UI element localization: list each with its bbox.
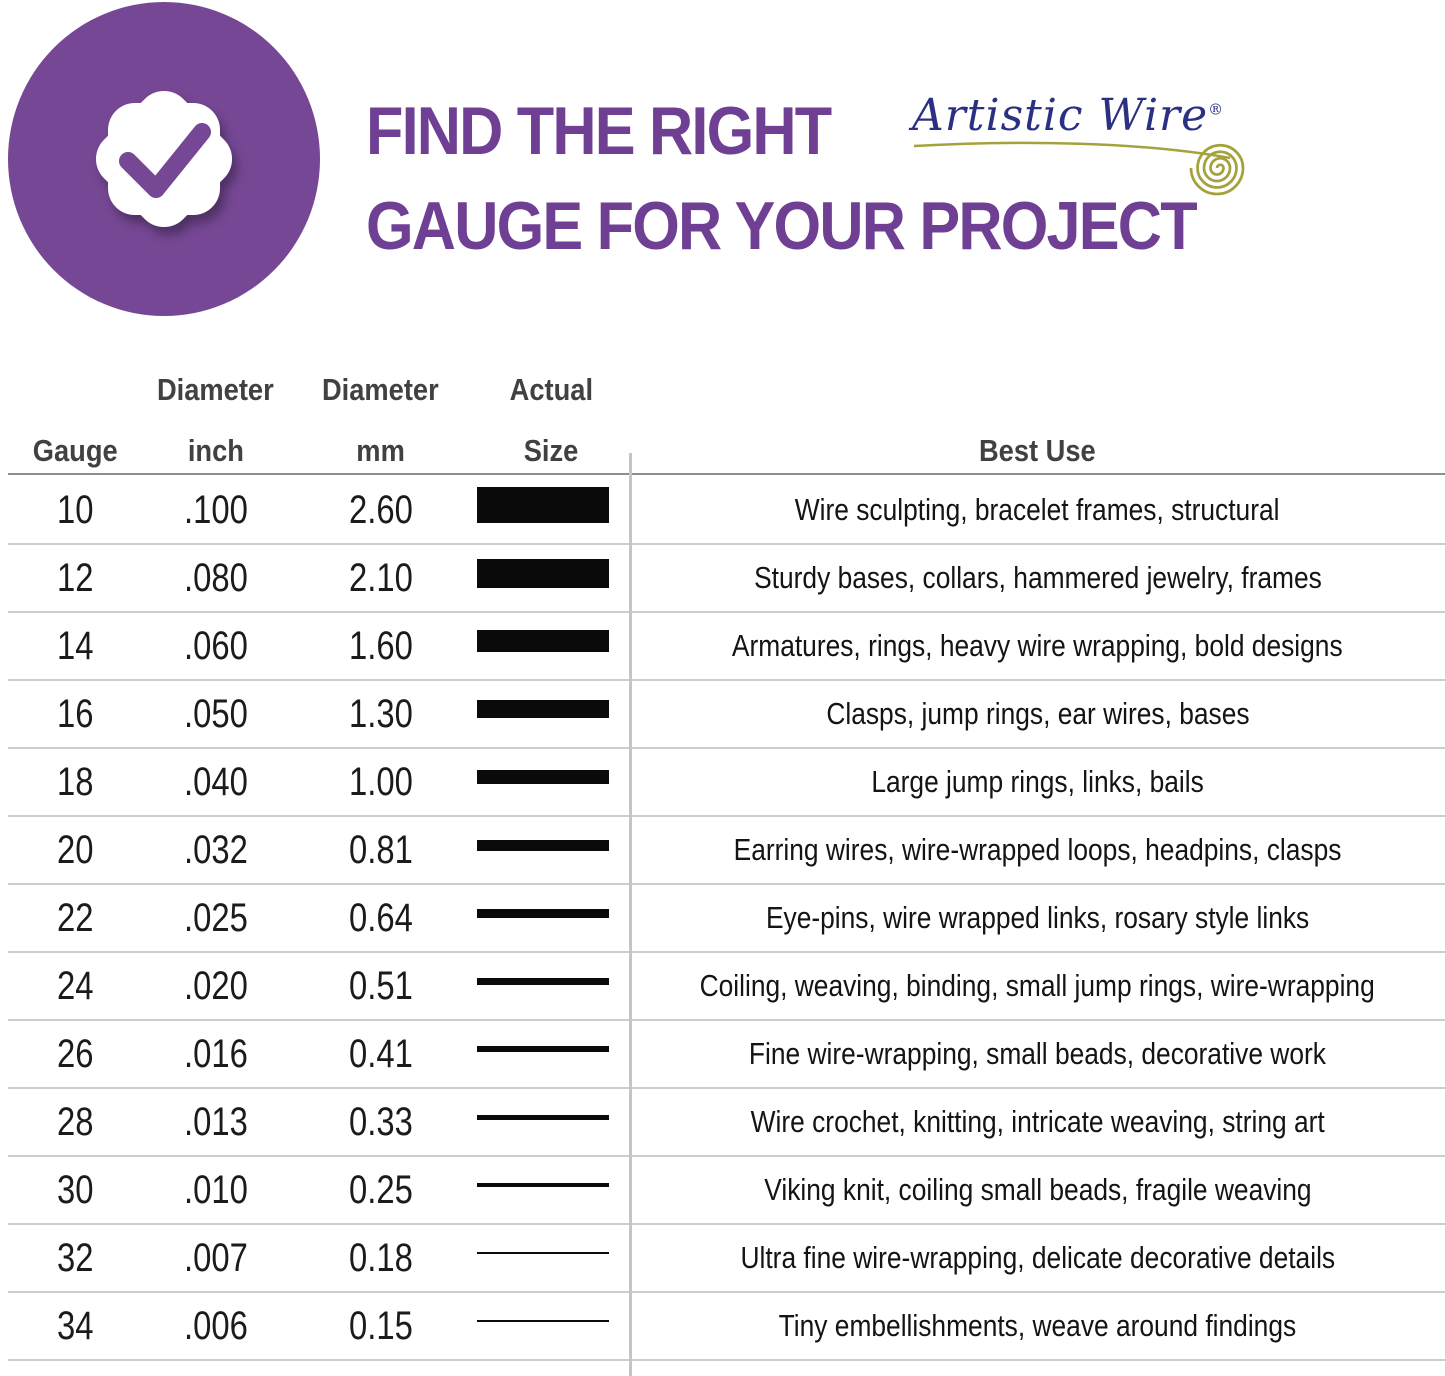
best-use-cell: Eye-pins, wire wrapped links, rosary style links (765, 900, 1310, 935)
table-row (8, 1225, 1445, 1293)
diameter-mm-cell: 0.15 (348, 1303, 413, 1348)
diameter-inch-cell: .006 (183, 1303, 248, 1348)
gauge-cell: 24 (57, 963, 94, 1008)
diameter-mm-cell: 2.10 (348, 555, 413, 600)
wire-size-bar (477, 909, 609, 918)
brand-name: Artistic Wire® (912, 90, 1225, 141)
table-row (8, 477, 1445, 545)
diameter-mm-cell: 2.60 (348, 487, 413, 532)
diameter-mm-cell: 1.30 (348, 691, 413, 736)
actual-size-cell (473, 1257, 630, 1260)
table-row (8, 545, 1445, 613)
actual-size-cell (473, 1188, 630, 1192)
table-row (8, 953, 1445, 1021)
diameter-inch-cell: .025 (183, 895, 248, 940)
diameter-inch-cell: .040 (183, 759, 248, 804)
best-use-cell: Wire crochet, knitting, intricate weaving, string art (750, 1104, 1325, 1139)
header-actual: Actual (509, 372, 594, 407)
gauge-cell: 20 (57, 827, 94, 872)
best-use-cell: Fine wire-wrapping, small beads, decorative work (748, 1036, 1327, 1071)
diameter-mm-cell: 0.41 (348, 1031, 413, 1076)
gauge-cell: 22 (57, 895, 94, 940)
table-header-top (8, 362, 1445, 408)
wire-size-bar (477, 978, 609, 985)
best-use-cell: Clasps, jump rings, ear wires, bases (825, 696, 1250, 731)
best-use-cell: Coiling, weaving, binding, small jump rings, wire-wrapping (699, 968, 1376, 1003)
best-use-cell: Wire sculpting, bracelet frames, structural (795, 492, 1280, 527)
diameter-mm-cell: 0.33 (348, 1099, 413, 1144)
table-row (8, 1293, 1445, 1361)
actual-size-cell (473, 775, 630, 789)
diameter-inch-cell: .050 (183, 691, 248, 736)
table-row (8, 681, 1445, 749)
actual-size-cell (473, 1325, 630, 1327)
column-divider (629, 453, 632, 1376)
gauge-cell: 32 (57, 1235, 94, 1280)
wire-size-bar (477, 559, 609, 588)
diameter-inch-cell: .080 (183, 555, 248, 600)
actual-size-cell (473, 914, 630, 923)
best-use-cell: Tiny embellishments, weave around findings (778, 1308, 1297, 1343)
diameter-mm-cell: 1.60 (348, 623, 413, 668)
header-diameter-mm: Diameter (322, 372, 439, 407)
wire-size-bar (477, 1115, 609, 1120)
header-size: Size (524, 433, 579, 468)
title-line-1: FIND THE RIGHT (366, 93, 831, 169)
table-row (8, 885, 1445, 953)
diameter-inch-cell: .032 (183, 827, 248, 872)
brand-swoosh-and-spiral-icon (912, 138, 1257, 218)
diameter-inch-cell: .007 (183, 1235, 248, 1280)
table-row (8, 817, 1445, 885)
gauge-cell: 10 (57, 487, 94, 532)
wire-size-bar (477, 1252, 609, 1255)
wire-size-bar (477, 700, 609, 718)
best-use-cell: Earring wires, wire-wrapped loops, headpins, clasps (733, 832, 1342, 867)
wire-size-bar (477, 1046, 609, 1052)
gauge-cell: 18 (57, 759, 94, 804)
best-use-cell: Sturdy bases, collars, hammered jewelry, frames (753, 560, 1322, 595)
gauge-cell: 30 (57, 1167, 94, 1212)
best-use-cell: Large jump rings, links, bails (871, 764, 1204, 799)
gauge-cell: 16 (57, 691, 94, 736)
title-line-2: GAUGE FOR YOUR PROJECT (366, 188, 1196, 264)
wire-size-bar (477, 770, 609, 784)
diameter-inch-cell: .010 (183, 1167, 248, 1212)
header-mm: mm (356, 433, 405, 468)
badge-circle (8, 2, 320, 316)
wire-size-bar (477, 1320, 609, 1322)
diameter-inch-cell: .016 (183, 1031, 248, 1076)
header-gauge: Gauge (33, 433, 118, 468)
check-seal-icon (64, 59, 264, 259)
table-body (8, 477, 1445, 1361)
registered-mark: ® (1208, 100, 1225, 119)
table-header-bottom (8, 408, 1445, 475)
diameter-inch-cell: .013 (183, 1099, 248, 1144)
actual-size-cell (473, 564, 630, 593)
table-row (8, 613, 1445, 681)
diameter-inch-cell: .100 (183, 487, 248, 532)
actual-size-cell (473, 705, 630, 723)
gauge-cell: 14 (57, 623, 94, 668)
diameter-mm-cell: 0.64 (348, 895, 413, 940)
table-row (8, 1157, 1445, 1225)
actual-size-cell (473, 983, 630, 990)
header-best-use: Best Use (979, 433, 1096, 468)
table-row (8, 1021, 1445, 1089)
diameter-mm-cell: 0.51 (348, 963, 413, 1008)
actual-size-cell (473, 1051, 630, 1057)
wire-size-bar (477, 630, 609, 652)
wire-size-bar (477, 487, 609, 523)
best-use-cell: Ultra fine wire-wrapping, delicate decorative details (740, 1240, 1335, 1275)
wire-size-bar (477, 840, 609, 851)
actual-size-cell (473, 845, 630, 856)
header-diameter-inch: Diameter (157, 372, 274, 407)
diameter-mm-cell: 0.25 (348, 1167, 413, 1212)
diameter-inch-cell: .020 (183, 963, 248, 1008)
diameter-inch-cell: .060 (183, 623, 248, 668)
actual-size-cell (473, 635, 630, 657)
diameter-mm-cell: 1.00 (348, 759, 413, 804)
brand-logo (912, 90, 1257, 220)
header-inch: inch (187, 433, 244, 468)
gauge-cell: 26 (57, 1031, 94, 1076)
actual-size-cell (473, 492, 630, 528)
table-row (8, 1089, 1445, 1157)
best-use-cell: Armatures, rings, heavy wire wrapping, bold designs (732, 628, 1343, 663)
gauge-cell: 34 (57, 1303, 94, 1348)
gauge-cell: 28 (57, 1099, 94, 1144)
gauge-cell: 12 (57, 555, 94, 600)
diameter-mm-cell: 0.18 (348, 1235, 413, 1280)
diameter-mm-cell: 0.81 (348, 827, 413, 872)
wire-size-bar (477, 1183, 609, 1187)
table-row (8, 749, 1445, 817)
best-use-cell: Viking knit, coiling small beads, fragile weaving (763, 1172, 1312, 1207)
actual-size-cell (473, 1120, 630, 1125)
